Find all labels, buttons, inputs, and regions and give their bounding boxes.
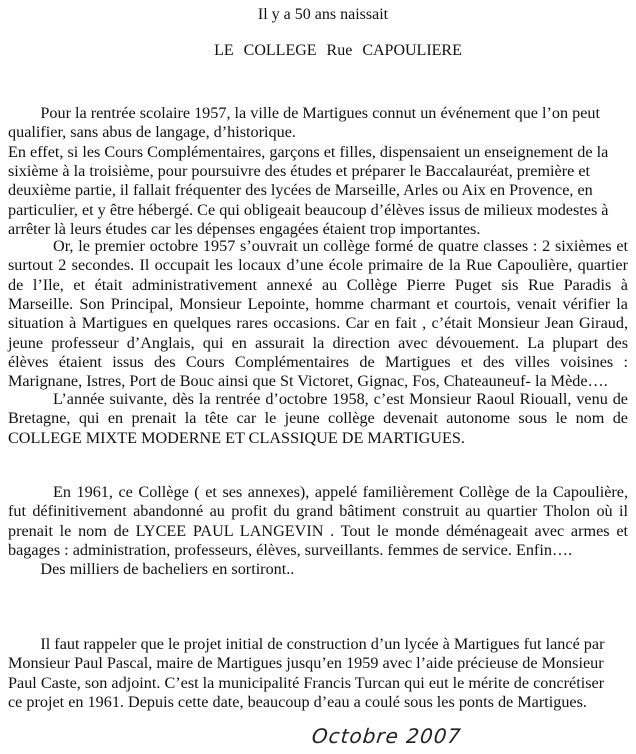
document-subtitle: Il y a 50 ans naissait xyxy=(257,6,389,23)
paragraph-4-line: En 1961, ce Collège ( et ses annexes), appelé familièrement Collège de la Capoulière, xyxy=(53,483,628,501)
paragraph-2-line: situation à Martigues en quelques rares occasions. Car en fait , c’était Monsieur Jean Giraud, xyxy=(8,314,628,333)
paragraph-2-line: élèves étaient issus des Cours Complémentaires de Martigues et des villes voisines : xyxy=(8,352,628,371)
paragraph-2-line: jeune professeur d’Anglais, qui en assurait la direction avec dévouement. La plupart des xyxy=(8,333,628,352)
paragraph-3-line: COLLEGE MIXTE MODERNE ET CLASSIQUE DE MARTIGUES. xyxy=(8,428,465,447)
paragraph-1-line: En effet, si les Cours Complémentaires, garçons et filles, dispensaient un enseignement de la xyxy=(8,142,609,161)
paragraph-2-line: Marignane, Istres, Port de Bouc ainsi que St Victoret, Gignac, Fos, Chateauneuf- la Mède…. xyxy=(8,372,608,391)
paragraph-1-line: qualifier, sans abus de langage, d’historique. xyxy=(8,123,296,142)
paragraph-5-line: Paul Caste, son adjoint. C’est la municipalité Francis Turcan qui eut le mérite de concrétiser xyxy=(8,673,605,692)
document-title: LE COLLEGE Rue CAPOULIERE xyxy=(214,42,462,59)
paragraph-1-line: particulier, et y être hébergé. Ce qui obligeait beaucoup d’élèves issus de milieux modestes à xyxy=(8,200,609,219)
paragraph-4-line: fut définitivement abandonné au profit du grand bâtiment construit au quartier Tholon où il xyxy=(8,502,628,521)
paragraph-1-line: sixième à la troisième, pour poursuivre des études et préparer le Baccalauréat, première et xyxy=(8,161,591,180)
paragraph-5-line: ce projet en 1961. Depuis cette date, beaucoup d’eau a coulé sous les ponts de Martigues. xyxy=(8,692,587,711)
paragraph-1-line: deuxième partie, il fallait fréquenter des lycées de Marseille, Arles ou Aix en Provence, en xyxy=(8,181,593,200)
paragraph-2-line: Or, le premier octobre 1957 s’ouvrait un collège formé de quatre classes : 2 sixièmes et xyxy=(53,237,628,255)
paragraph-1-line: arrêter là leurs études car les dépenses engagées étaient trop importantes. xyxy=(8,219,481,238)
paragraph-2-line: de l’Ile, et était administrativement annexé au Collège Pierre Puget sis Rue Paradis à xyxy=(8,275,628,294)
paragraph-4-line: prenait le nom de LYCEE PAUL LANGEVIN . Tout le monde déménageait avec armes et xyxy=(8,521,628,540)
handwritten-date-signature: Octobre 2007 xyxy=(310,724,463,748)
paragraph-3-line: L’année suivante, dès la rentrée d’octobre 1958, c’est Monsieur Raoul Riouall, venu de xyxy=(53,390,628,408)
paragraph-5-line: Il faut rappeler que le projet initial de construction d’un lycée à Martigues fut lancé par xyxy=(8,635,605,653)
paragraph-4-line: Des milliers de bacheliers en sortiront.. xyxy=(8,560,295,579)
paragraph-1-line: Pour la rentrée scolaire 1957, la ville de Martigues connut un événement que l’on peut xyxy=(8,104,601,122)
paragraph-2-line: Marseille. Son Principal, Monsieur Lepointe, homme charmant et courtois, venait vérifier la xyxy=(8,294,628,313)
paragraph-4-line: bagages : administration, professeurs, élèves, surveillants. femmes de service. Enfin…. xyxy=(8,540,573,559)
paragraph-2-line: surtout 2 secondes. Il occupait les locaux d’une école primaire de la Rue Capoulière, quartier xyxy=(8,256,628,275)
paragraph-3-line: Bretagne, qui en prenait la tête car le jeune collège devenait autonome sous le nom de xyxy=(8,409,628,428)
paragraph-5-line: Monsieur Paul Pascal, maire de Martigues jusqu’en 1959 avec l’aide précieuse de Monsieur xyxy=(8,654,604,673)
